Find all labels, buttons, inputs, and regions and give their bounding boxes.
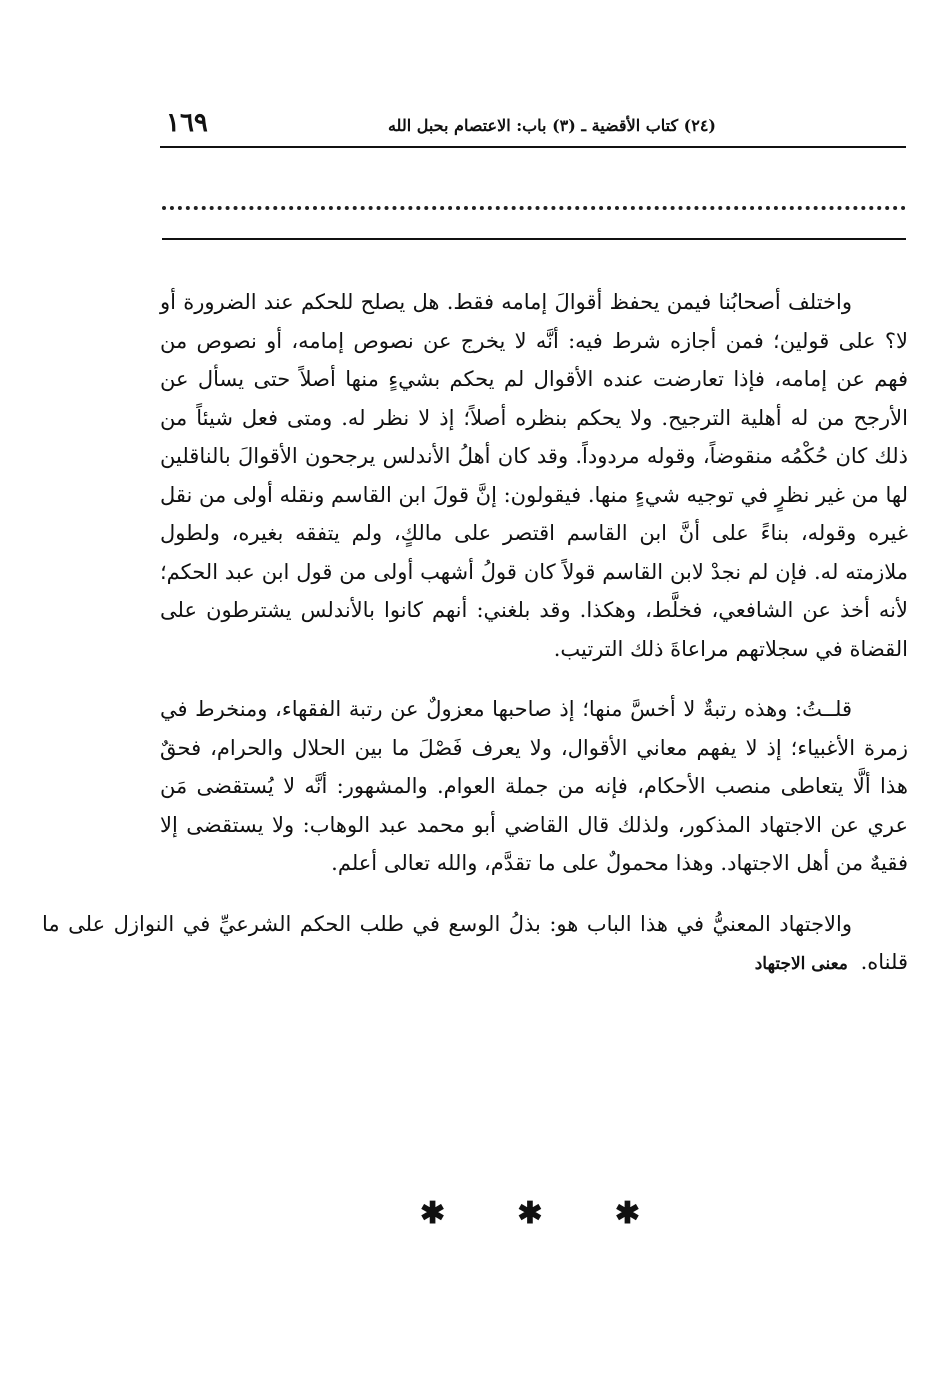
- running-title: (٢٤) كتاب الأقضية ـ (٣) باب: الاعتصام بحبل الله: [387, 116, 716, 135]
- page-number: ١٦٩: [166, 108, 208, 138]
- horizontal-rule: [162, 238, 906, 240]
- dotted-separator: [162, 190, 906, 210]
- star-icon: ✱: [614, 1196, 640, 1231]
- paragraph-2: قلــتُ: وهذه رتبةٌ لا أخسَّ منها؛ إذ صاحبها معزولٌ عن رتبة الفقهاء، ومنخرط في زمرة الأغبياء؛ إذ لا يفهم معاني الأقوال، ولا يعرف فَصْلَ ما بين الحلال والحرام، فحقٌ هذا ألَّا يتعاطى منصب الأحكام، فإنه من جملة العوام. والمشهور: أنَّه لا يُستقضى مَن عري عن الاجتهاد المذكور، ولذلك قال القاضي أبو محمد عبد الوهاب: ولا يستقضى إلا فقيهٌ من أهل الاجتهاد. وهذا محمولٌ على ما تقدَّم، والله تعالى أعلم.: [160, 697, 908, 875]
- page-header: [160, 106, 906, 148]
- ornament-stars: [420, 1196, 640, 1231]
- side-note: معنى الاجتهاد: [754, 954, 848, 974]
- star-icon: ✱: [420, 1196, 446, 1231]
- star-icon: ✱: [517, 1196, 543, 1231]
- paragraph-3: [42, 905, 908, 984]
- paragraph-3-text: والاجتهاد المعنيُّ في هذا الباب هو: بذلُ الوسع في طلب الحكم الشرعيِّ في النوازل على ما قلناه.: [42, 911, 908, 974]
- paragraph-1: واختلف أصحابُنا فيمن يحفظ أقوالَ إمامه فقط. هل يصلح للحكم عند الضرورة أو لا؟ على قولين؛ فمن أجازه شرط فيه: أنَّه لا يخرج عن نصوص إمامه، أو نصوص من فهم عن إمامه، فإذا تعارضت عنده الأقوال لم يحكم بشيءٍ منها أصلاً حتى يسأل عن الأرجح من له أهلية الترجيح. ولا يحكم بنظره أصلاً؛ إذ لا نظر له. ومتى فعل شيئاً من ذلك كان حُكْمُه منقوضاً، وقوله مردوداً. وقد كان أهلُ الأندلس يرجحون الأقوالَ بالناقلين لها من غير نظرٍ في توجيه شيءٍ منها. فيقولون: إنَّ قولَ ابن القاسم ونقله أولى من نقل غيره وقوله، بناءً على أنَّ ابن القاسم اقتصر على مالكٍ، ولم يتفقه بغيره، ولطول ملازمته له. فإن لم نجدْ لابن القاسم قولاً كان قولُ أشهب أولى من قول ابن عبد الحكم؛ لأنه أخذ عن الشافعي، فخلَّط، وهكذا. وقد بلغني: أنهم كانوا بالأندلس يشترطون على القضاة في سجلاتهم مراعاةَ ذلك الترتيب.: [160, 290, 908, 661]
- main-text: [42, 283, 908, 984]
